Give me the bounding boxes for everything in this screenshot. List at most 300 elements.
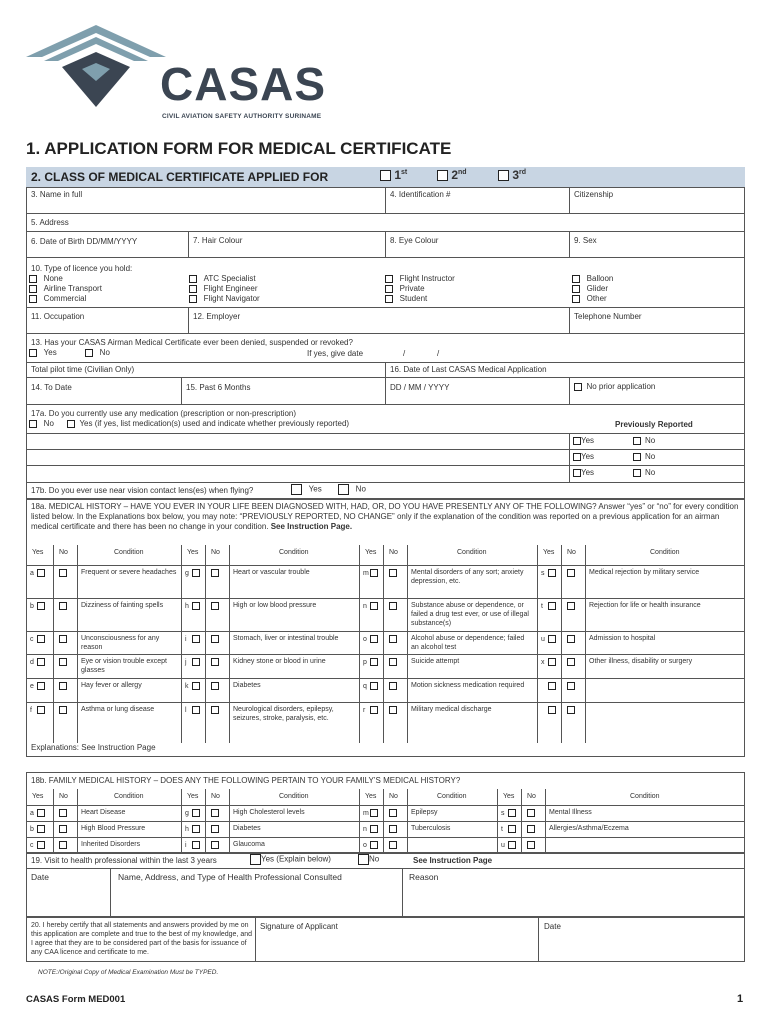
- checkbox[interactable]: [385, 275, 393, 283]
- licence-option[interactable]: [385, 284, 455, 294]
- yes-checkbox[interactable]: [548, 682, 556, 690]
- yes-checkbox[interactable]: [548, 658, 556, 666]
- yes-checkbox[interactable]: [192, 841, 200, 849]
- no-checkbox[interactable]: [59, 825, 67, 833]
- yes-checkbox[interactable]: [548, 602, 556, 610]
- grid-header: Condition: [114, 793, 144, 800]
- no-checkbox[interactable]: [211, 682, 219, 690]
- condition-letter: s: [501, 810, 505, 817]
- yes-checkbox[interactable]: [192, 682, 200, 690]
- yes-checkbox[interactable]: [370, 706, 378, 714]
- checkbox[interactable]: [358, 854, 369, 865]
- condition-letter: g: [185, 570, 189, 577]
- brand-name: CASAS: [160, 58, 327, 110]
- no-checkbox[interactable]: [211, 841, 219, 849]
- yes-checkbox[interactable]: [508, 809, 516, 817]
- visit-see-instruction[interactable]: See Instruction Page: [413, 856, 493, 865]
- grid-header: No: [59, 793, 68, 800]
- class-second-checkbox[interactable]: [437, 170, 448, 181]
- licence-option[interactable]: [385, 294, 455, 304]
- yes-checkbox[interactable]: [370, 658, 378, 666]
- checkbox[interactable]: [572, 295, 580, 303]
- licence-option[interactable]: [189, 284, 260, 294]
- no-checkbox[interactable]: [567, 706, 575, 714]
- condition-letter: l: [185, 707, 187, 714]
- condition-letter: i: [185, 842, 187, 849]
- prev-yes-option[interactable]: [573, 452, 594, 461]
- grid-header: No: [389, 549, 398, 556]
- no-checkbox[interactable]: [527, 825, 535, 833]
- identification-label: 4. Identification #: [390, 190, 451, 199]
- grid-header: Condition: [279, 793, 309, 800]
- licence-option-label: Commercial: [43, 294, 87, 303]
- grid-header: Yes: [187, 793, 199, 800]
- prev-yes-label: Yes: [581, 436, 595, 445]
- class-third-label: 3: [512, 168, 520, 182]
- yes-checkbox[interactable]: [548, 569, 556, 577]
- no-checkbox[interactable]: [567, 635, 575, 643]
- visit-no-label: No: [369, 854, 380, 864]
- grid-header: Condition: [457, 549, 487, 556]
- grid-header: Condition: [650, 549, 680, 556]
- yes-checkbox[interactable]: [192, 825, 200, 833]
- medication-yes-option[interactable]: [67, 419, 349, 429]
- last-application-label: 16. Date of Last CASAS Medical Application: [390, 365, 547, 374]
- grid-header: No: [567, 549, 576, 556]
- medication-yes-label: Yes (if yes, list medication(s) used and indicate whether previously reported): [79, 419, 350, 428]
- citizenship-label: Citizenship: [574, 190, 614, 199]
- yes-checkbox[interactable]: [508, 841, 516, 849]
- checkbox[interactable]: [338, 484, 349, 495]
- medical-history-grid: [26, 545, 745, 741]
- condition-letter: n: [363, 603, 367, 610]
- condition-letter: r: [363, 707, 366, 714]
- grid-header: Condition: [279, 549, 309, 556]
- condition-letter: u: [501, 842, 505, 849]
- employer-label: 12. Employer: [193, 312, 241, 321]
- condition-text: High Blood Pressure: [81, 825, 146, 832]
- licence-option[interactable]: [572, 284, 613, 294]
- yes-checkbox[interactable]: [370, 682, 378, 690]
- condition-letter: t: [541, 603, 543, 610]
- yes-checkbox[interactable]: [508, 825, 516, 833]
- grid-header: Yes: [32, 549, 44, 556]
- pilot-time-label: Total pilot time (Civilian Only): [31, 365, 135, 374]
- no-checkbox[interactable]: [59, 841, 67, 849]
- visit-no-option[interactable]: [358, 854, 379, 865]
- explanations-label: Explanations: See Instruction Page: [31, 743, 156, 752]
- visit-yes-option[interactable]: [250, 854, 331, 865]
- condition-text: Motion sickness medication required: [411, 682, 525, 689]
- hair-colour-label: 7. Hair Colour: [193, 236, 243, 245]
- condition-letter: q: [363, 683, 367, 690]
- denied-no-option[interactable]: [85, 348, 110, 358]
- checkbox[interactable]: [291, 484, 302, 495]
- visit-yes-label: Yes (Explain below): [261, 854, 331, 864]
- licence-col-1: [29, 274, 102, 304]
- licence-option[interactable]: [572, 274, 613, 284]
- licence-option-label: Flight Engineer: [203, 284, 258, 293]
- contact-lens-no-label: No: [355, 484, 366, 494]
- condition-letter: n: [363, 826, 367, 833]
- denied-yes-label: Yes: [43, 348, 57, 357]
- yes-checkbox[interactable]: [37, 682, 45, 690]
- eye-colour-label: 8. Eye Colour: [390, 236, 439, 245]
- condition-letter: b: [30, 826, 34, 833]
- grid-header: Condition: [437, 793, 467, 800]
- condition-letter: g: [185, 810, 189, 817]
- grid-header: Yes: [503, 793, 515, 800]
- visit-question: 19. Visit to health professional within the last 3 years: [31, 856, 217, 865]
- class-second-sup: nd: [458, 169, 467, 176]
- no-checkbox[interactable]: [389, 706, 397, 714]
- yes-checkbox[interactable]: [192, 635, 200, 643]
- contact-lens-yes-label: Yes: [308, 484, 322, 494]
- licence-col-3: [385, 274, 455, 304]
- yes-checkbox[interactable]: [37, 602, 45, 610]
- condition-text: Other illness, disability or surgery: [589, 658, 693, 665]
- yes-checkbox[interactable]: [37, 635, 45, 643]
- grid-header: No: [389, 793, 398, 800]
- checkbox[interactable]: [85, 349, 93, 357]
- licence-option-label: Other: [586, 294, 607, 303]
- casas-logo: [26, 25, 166, 107]
- checkbox[interactable]: [574, 383, 582, 391]
- condition-text: Rejection for life or health insurance: [589, 602, 701, 609]
- name-full-field[interactable]: [28, 200, 383, 212]
- name-full-label: 3. Name in full: [31, 190, 83, 199]
- licence-col-4: [572, 274, 613, 304]
- no-checkbox[interactable]: [389, 841, 397, 849]
- no-checkbox[interactable]: [389, 825, 397, 833]
- denied-yes-option[interactable]: [29, 348, 57, 358]
- prev-yes-option[interactable]: [573, 436, 594, 445]
- visit-reason-header: Reason: [409, 872, 439, 882]
- class-third-option[interactable]: [498, 168, 526, 182]
- condition-text: Kidney stone or blood in urine: [233, 658, 326, 665]
- condition-letter: x: [541, 659, 545, 666]
- no-checkbox[interactable]: [567, 569, 575, 577]
- condition-letter: m: [363, 810, 369, 817]
- grid-header: Yes: [365, 549, 377, 556]
- no-checkbox[interactable]: [211, 602, 219, 610]
- condition-text: Tuberculosis: [411, 825, 451, 832]
- checkbox[interactable]: [189, 275, 197, 283]
- no-checkbox[interactable]: [59, 635, 67, 643]
- condition-text: Military medical discharge: [411, 706, 492, 713]
- condition-letter: h: [185, 826, 189, 833]
- condition-text: Allergies/Asthma/Eczema: [549, 825, 629, 832]
- brand-tagline: CIVIL AVIATION SAFETY AUTHORITY SURINAME: [162, 113, 322, 120]
- class-first-option[interactable]: [380, 168, 407, 182]
- see-instruction-link[interactable]: See Instruction Page.: [270, 522, 353, 531]
- condition-text: Neurological disorders, epilepsy, seizures, stroke, paralysis, etc.: [233, 706, 334, 722]
- signature-label: Signature of Applicant: [260, 922, 338, 931]
- medication-no-option[interactable]: [29, 419, 54, 429]
- address-label: 5. Address: [31, 218, 69, 227]
- condition-text: Admission to hospital: [589, 635, 656, 642]
- condition-letter: m: [363, 570, 369, 577]
- identification-field[interactable]: [387, 200, 567, 212]
- checkbox[interactable]: [29, 349, 37, 357]
- no-checkbox[interactable]: [59, 682, 67, 690]
- condition-letter: a: [30, 570, 34, 577]
- class-second-option[interactable]: [437, 168, 467, 182]
- citizenship-field[interactable]: [571, 200, 743, 212]
- no-checkbox[interactable]: [59, 706, 67, 714]
- prev-no-label: No: [644, 468, 656, 477]
- yes-checkbox[interactable]: [370, 635, 378, 643]
- condition-letter: j: [185, 659, 187, 666]
- licence-option-label: Balloon: [586, 274, 614, 283]
- checkbox[interactable]: [189, 295, 197, 303]
- checkbox[interactable]: [385, 285, 393, 293]
- medication-question: 17a. Do you currently use any medication (prescription or non-prescription): [31, 409, 297, 418]
- condition-text: Diabetes: [233, 825, 261, 832]
- yes-checkbox[interactable]: [37, 658, 45, 666]
- condition-text: Suicide attempt: [411, 658, 460, 665]
- yes-checkbox[interactable]: [192, 569, 200, 577]
- yes-checkbox[interactable]: [548, 706, 556, 714]
- denied-question: 13. Has your CASAS Airman Medical Certificate ever been denied, suspended or revoked?: [31, 338, 353, 347]
- condition-text: High Cholesterol levels: [233, 809, 305, 816]
- checkbox[interactable]: [573, 437, 581, 445]
- date-slash: /: [437, 349, 440, 358]
- condition-text: Glaucoma: [233, 841, 265, 848]
- checkbox[interactable]: [633, 453, 641, 461]
- class-third-sup: rd: [519, 169, 527, 176]
- licence-option-label: Flight Navigator: [203, 294, 260, 303]
- give-date-label: If yes, give date: [307, 349, 364, 358]
- prev-no-label: No: [644, 452, 656, 461]
- checkbox[interactable]: [633, 469, 641, 477]
- licence-option-label: ATC Specialist: [203, 274, 256, 283]
- sex-label: 9. Sex: [574, 236, 597, 245]
- licence-option[interactable]: [29, 294, 102, 304]
- to-date-label: 14. To Date: [31, 383, 72, 392]
- condition-text: Hay fever or allergy: [81, 682, 142, 689]
- grid-header: Yes: [543, 549, 555, 556]
- past-six-months-label: 15. Past 6 Months: [186, 383, 251, 392]
- licence-col-2: [189, 274, 260, 304]
- condition-letter: k: [185, 683, 189, 690]
- previously-reported-header: Previously Reported: [615, 420, 693, 429]
- yes-checkbox[interactable]: [370, 809, 378, 817]
- no-checkbox[interactable]: [211, 809, 219, 817]
- yes-checkbox[interactable]: [192, 658, 200, 666]
- prev-no-label: No: [644, 436, 656, 445]
- no-checkbox[interactable]: [211, 635, 219, 643]
- condition-text: Alcohol abuse or dependence; failed an alcohol test: [411, 635, 525, 651]
- condition-text: Epilepsy: [411, 809, 438, 816]
- yes-checkbox[interactable]: [548, 635, 556, 643]
- class-label: 2. CLASS OF MEDICAL CERTIFICATE APPLIED FOR: [31, 170, 329, 184]
- yes-checkbox[interactable]: [192, 602, 200, 610]
- no-checkbox[interactable]: [59, 809, 67, 817]
- licence-option[interactable]: [189, 274, 260, 284]
- certify-text: 20. I hereby certify that all statements and answers provided by me on this application are complete and true to the best of my knowledge, and I agree that they are to be considered part of the basis for issuance of any CAA licence and certificate to me.: [31, 922, 253, 956]
- prev-reported-row: [573, 436, 655, 446]
- visit-date-header: Date: [31, 872, 49, 882]
- form-title: 1. APPLICATION FORM FOR MEDICAL CERTIFICATE: [26, 139, 452, 158]
- condition-text: Asthma or lung disease: [81, 706, 155, 713]
- no-checkbox[interactable]: [567, 658, 575, 666]
- grid-header: No: [211, 793, 220, 800]
- condition-text: Dizziness of fainting spells: [81, 602, 164, 609]
- yes-checkbox[interactable]: [37, 809, 45, 817]
- footer-form-id: CASAS Form MED001: [26, 994, 126, 1005]
- footer-page-number: 1: [737, 993, 744, 1005]
- no-checkbox[interactable]: [211, 825, 219, 833]
- prev-no-option[interactable]: [633, 436, 656, 445]
- prev-yes-option[interactable]: [573, 468, 594, 477]
- no-checkbox[interactable]: [567, 682, 575, 690]
- medication-no-label: No: [43, 419, 54, 428]
- no-checkbox[interactable]: [527, 841, 535, 849]
- condition-text: Heart Disease: [81, 809, 126, 816]
- condition-letter: o: [363, 842, 367, 849]
- no-checkbox[interactable]: [59, 602, 67, 610]
- licence-option-label: Private: [399, 284, 425, 293]
- checkbox[interactable]: [29, 275, 37, 283]
- last-application-date: DD / MM / YYYY: [390, 383, 450, 392]
- no-checkbox[interactable]: [389, 602, 397, 610]
- no-checkbox[interactable]: [567, 602, 575, 610]
- telephone-label: Telephone Number: [574, 312, 642, 321]
- no-prior-option[interactable]: [574, 382, 655, 392]
- condition-text: Frequent or severe headaches: [81, 569, 177, 576]
- yes-checkbox[interactable]: [370, 602, 378, 610]
- occupation-label: 11. Occupation: [31, 312, 85, 321]
- condition-text: Substance abuse or dependence, or failed a drug test ever, or use of illegal substance(s): [411, 602, 529, 627]
- class-first-sup: st: [401, 169, 408, 176]
- yes-checkbox[interactable]: [37, 825, 45, 833]
- licence-option-label: Glider: [586, 284, 609, 293]
- condition-letter: a: [30, 810, 34, 817]
- checkbox[interactable]: [572, 275, 580, 283]
- prev-reported-row: [573, 468, 655, 478]
- condition-letter: h: [185, 603, 189, 610]
- grid-header: No: [211, 549, 220, 556]
- prev-reported-row: [573, 452, 655, 462]
- yes-checkbox[interactable]: [370, 841, 378, 849]
- condition-letter: c: [30, 636, 34, 643]
- licence-option-label: Airline Transport: [43, 284, 102, 293]
- prev-no-option[interactable]: [633, 452, 656, 461]
- signature-field[interactable]: [257, 934, 536, 960]
- contact-lens-question: 17b. Do you ever use near vision contact lens(es) when flying?: [31, 486, 254, 495]
- logo-emblem: [26, 25, 166, 107]
- medical-history-instructions: 18a. MEDICAL HISTORY – HAVE YOU EVER IN YOUR LIFE BEEN DIAGNOSED WITH, HAD, OR, DO YOU HAVE PRESENTLY ANY OF THE FOLLOWING? Answer “yes” or “no” for every condition listed below. In the Explanations box below, you may note: “PREVIOUSLY REPORTED, NO CHANGE” only if the explanation of the condition was reported on a previous application for an airman medical certificate and there has been no change in your condition.: [31, 502, 739, 531]
- licence-option-label: None: [43, 274, 63, 283]
- denied-no-label: No: [99, 348, 110, 357]
- condition-text: Stomach, liver or intestinal trouble: [233, 635, 339, 642]
- visit-name-header: Name, Address, and Type of Health Professional Consulted: [118, 872, 342, 882]
- no-checkbox[interactable]: [211, 706, 219, 714]
- yes-checkbox[interactable]: [37, 569, 45, 577]
- class-second-label: 2: [451, 168, 459, 182]
- licence-option[interactable]: [189, 294, 260, 304]
- condition-letter: i: [185, 636, 187, 643]
- condition-letter: p: [363, 659, 367, 666]
- checkbox[interactable]: [250, 854, 261, 865]
- dob-label: 6. Date of Birth DD/MM/YYYY: [31, 237, 138, 246]
- licence-option[interactable]: [385, 274, 455, 284]
- prev-yes-label: Yes: [581, 452, 595, 461]
- checkbox[interactable]: [573, 469, 581, 477]
- no-checkbox[interactable]: [389, 569, 397, 577]
- licence-option[interactable]: [29, 284, 102, 294]
- contact-lens-no-option[interactable]: [338, 484, 366, 495]
- checkbox[interactable]: [573, 453, 581, 461]
- class-first-label: 1: [394, 168, 402, 182]
- checkbox[interactable]: [29, 295, 37, 303]
- grid-header: Yes: [365, 793, 377, 800]
- certify-date-field[interactable]: [540, 934, 743, 960]
- checkbox[interactable]: [189, 285, 197, 293]
- yes-checkbox[interactable]: [370, 825, 378, 833]
- no-checkbox[interactable]: [389, 809, 397, 817]
- no-checkbox[interactable]: [211, 658, 219, 666]
- licence-option-label: Student: [399, 294, 428, 303]
- class-third-checkbox[interactable]: [498, 170, 509, 181]
- grid-header: No: [59, 549, 68, 556]
- checkbox[interactable]: [572, 285, 580, 293]
- licence-option-label: Flight Instructor: [399, 274, 455, 283]
- prev-no-option[interactable]: [633, 468, 656, 477]
- licence-option[interactable]: [29, 274, 102, 284]
- licence-type-label: 10. Type of licence you hold:: [31, 264, 133, 273]
- condition-text: High or low blood pressure: [233, 602, 317, 609]
- medical-history-text: [31, 502, 743, 532]
- family-history-title: 18b. FAMILY MEDICAL HISTORY – DOES ANY THE FOLLOWING PERTAIN TO YOUR FAMILY’S MEDICAL HISTORY?: [31, 776, 461, 785]
- condition-letter: o: [363, 636, 367, 643]
- no-checkbox[interactable]: [59, 569, 67, 577]
- checkbox[interactable]: [67, 420, 75, 428]
- yes-checkbox[interactable]: [37, 706, 45, 714]
- checkbox[interactable]: [29, 420, 37, 428]
- condition-letter: b: [30, 603, 34, 610]
- no-checkbox[interactable]: [527, 809, 535, 817]
- checkbox[interactable]: [633, 437, 641, 445]
- class-first-checkbox[interactable]: [380, 170, 391, 181]
- checkbox[interactable]: [29, 285, 37, 293]
- no-checkbox[interactable]: [59, 658, 67, 666]
- typed-note: NOTE:/Original Copy of Medical Examination Must be TYPED.: [38, 969, 219, 976]
- yes-checkbox[interactable]: [192, 706, 200, 714]
- grid-header: Yes: [32, 793, 44, 800]
- contact-lens-yes-option[interactable]: [291, 484, 322, 495]
- condition-text: Inherited Disorders: [81, 841, 141, 848]
- licence-option[interactable]: [572, 294, 613, 304]
- condition-letter: c: [30, 842, 34, 849]
- no-checkbox[interactable]: [389, 635, 397, 643]
- date-slash: /: [403, 349, 406, 358]
- certify-date-label: Date: [544, 922, 561, 931]
- condition-text: Mental Illness: [549, 809, 592, 816]
- grid-header: Yes: [187, 549, 199, 556]
- yes-checkbox[interactable]: [370, 569, 378, 577]
- grid-header: Condition: [630, 793, 660, 800]
- condition-text: Unconsciousness for any reason: [81, 635, 160, 651]
- checkbox[interactable]: [385, 295, 393, 303]
- no-checkbox[interactable]: [211, 569, 219, 577]
- yes-checkbox[interactable]: [192, 809, 200, 817]
- yes-checkbox[interactable]: [37, 841, 45, 849]
- no-checkbox[interactable]: [389, 658, 397, 666]
- no-checkbox[interactable]: [389, 682, 397, 690]
- condition-text: Medical rejection by military service: [589, 569, 700, 576]
